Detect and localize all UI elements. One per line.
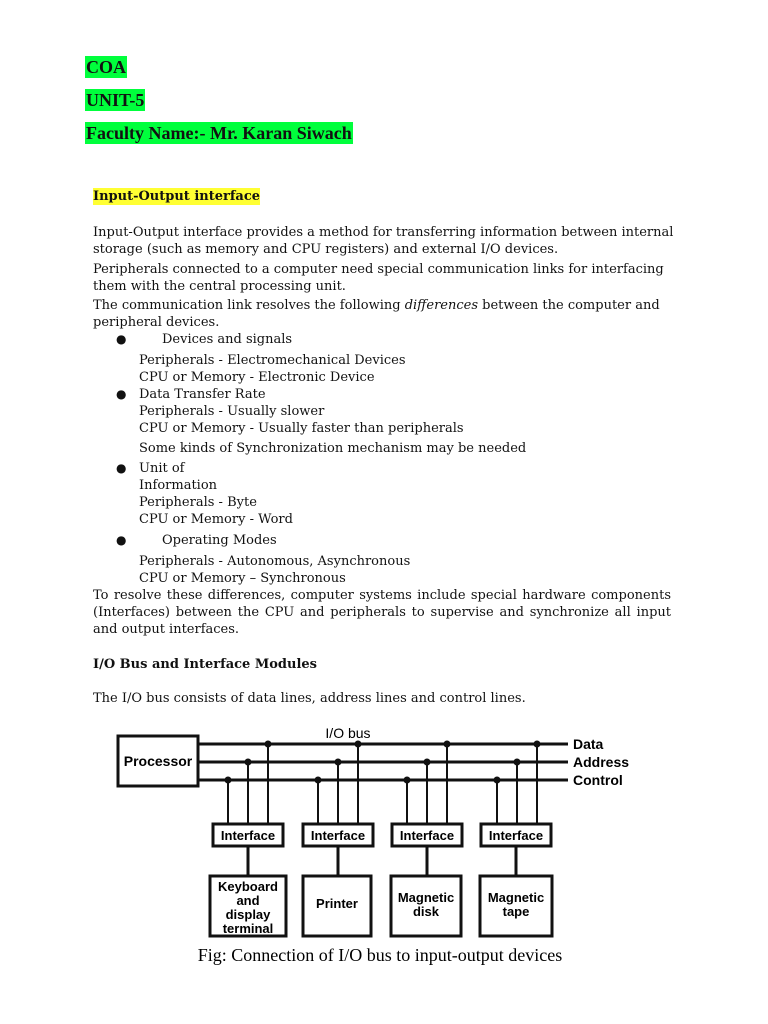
figure-caption: Fig: Connection of I/O bus to input-output devices	[197, 945, 563, 965]
device-label: display	[225, 907, 271, 922]
paragraph-line: The communication link resolves the following differences between the computer and	[93, 298, 660, 313]
paragraph-line: Peripherals connected to a computer need special communication links for interfacing	[93, 262, 664, 277]
paragraph-line: The I/O bus consists of data lines, address lines and control lines.	[93, 691, 526, 706]
device-label: Printer	[316, 896, 358, 911]
bus-title: I/O bus	[325, 725, 371, 741]
list-item-detail: Some kinds of Synchronization mechanism may be needed	[139, 441, 527, 456]
list-item-title: Unit of	[139, 461, 185, 476]
data-line-label: Data	[573, 736, 604, 752]
unit-title: UNIT-5	[86, 90, 145, 110]
paragraph-line: storage (such as memory and CPU registers) and external I/O devices.	[93, 242, 559, 257]
bullet-icon: ●	[116, 533, 127, 547]
list-item-detail: Peripherals - Usually slower	[139, 404, 325, 419]
interface-label: Interface	[220, 828, 276, 843]
bullet-icon: ●	[116, 387, 127, 401]
list-item-detail: Peripherals - Byte	[139, 495, 257, 510]
list-item-detail: CPU or Memory - Electronic Device	[139, 370, 375, 385]
list-item-detail: CPU or Memory – Synchronous	[139, 571, 346, 586]
device-label: terminal	[222, 921, 274, 936]
paragraph-line: peripheral devices.	[93, 315, 220, 330]
device-label: and	[236, 893, 260, 908]
paragraph-line: (Interfaces) between the CPU and peripherals to supervise and synchronize all input	[93, 605, 671, 620]
list-item-title: Operating Modes	[162, 533, 277, 548]
list-item-title: Data Transfer Rate	[139, 387, 266, 402]
course-title: COA	[86, 57, 126, 77]
list-item-detail: Peripherals - Electromechanical Devices	[139, 353, 406, 368]
device-label: Keyboard	[218, 879, 278, 894]
bullet-icon: ●	[116, 461, 127, 475]
processor-label: Processor	[123, 753, 193, 769]
section-title-io-bus: I/O Bus and Interface Modules	[93, 657, 317, 672]
interface-label: Interface	[399, 828, 455, 843]
interface-label: Interface	[310, 828, 366, 843]
bullet-icon: ●	[116, 332, 127, 346]
device-label: Magnetic	[397, 890, 455, 905]
paragraph-line: To resolve these differences, computer systems include special hardware components	[93, 588, 671, 603]
list-item-detail: Peripherals - Autonomous, Asynchronous	[139, 554, 411, 569]
device-label: tape	[502, 904, 530, 919]
list-item-title: Information	[139, 478, 218, 493]
list-item-detail: CPU or Memory - Usually faster than peripherals	[139, 421, 464, 436]
device-label: Magnetic	[487, 890, 545, 905]
paragraph-line: Input-Output interface provides a method for transferring information between internal	[93, 225, 674, 240]
list-item-title: Devices and signals	[162, 332, 293, 347]
paragraph-line: and output interfaces.	[93, 622, 240, 637]
io-bus-diagram	[0, 716, 768, 976]
paragraph-line: them with the central processing unit.	[93, 279, 346, 294]
list-item-detail: CPU or Memory - Word	[139, 512, 293, 527]
section-title-io-interface: Input-Output interface	[93, 189, 261, 204]
interface-label: Interface	[488, 828, 544, 843]
address-line-label: Address	[573, 754, 630, 770]
faculty-name: Faculty Name:- Mr. Karan Siwach	[86, 123, 352, 143]
device-label: disk	[412, 904, 440, 919]
emphasis-differences: differences	[404, 298, 479, 313]
control-line-label: Control	[573, 772, 623, 788]
